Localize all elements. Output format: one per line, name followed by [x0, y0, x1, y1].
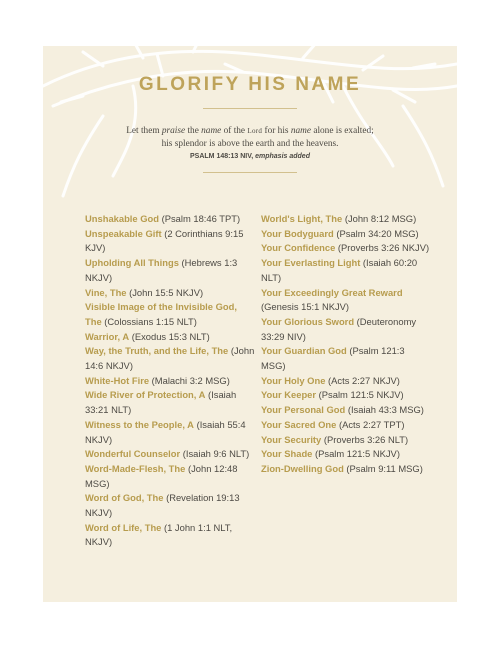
- scripture-reference: (John 8:12 MSG): [342, 213, 417, 224]
- scripture-reference: (Isaiah 60:20 NLT): [261, 257, 418, 283]
- divine-name: Word of Life, The: [85, 521, 162, 533]
- scripture-reference: (Deuteronomy 33:29 NIV): [261, 315, 417, 342]
- scripture-reference: (Proverbs 3:26 NKJV): [335, 242, 430, 254]
- name-entry: [85, 521, 255, 550]
- scripture-reference: (Exodus 15:3 NLT): [129, 330, 210, 342]
- divine-name: White-Hot Fire: [85, 374, 150, 386]
- scripture-reference: (2 Corinthians 9:15 KJV): [85, 227, 244, 254]
- scripture-reference: (Hebrews 1:3 NKJV): [85, 257, 238, 283]
- name-entry: [261, 388, 431, 403]
- divine-name: Upholding All Things: [85, 257, 179, 269]
- divine-name: Your Everlasting Light: [261, 257, 361, 269]
- divine-name: Wide River of Protection, A: [85, 389, 206, 401]
- scripture-reference: (Proverbs 3:26 NLT): [321, 433, 409, 445]
- scripture-reference: (Isaiah 55:4 NKJV): [85, 418, 246, 445]
- name-entry: [85, 447, 255, 462]
- name-entry: [261, 241, 431, 256]
- divine-name: Witness to the People, A: [85, 418, 194, 430]
- scripture-reference: (Psalm 9:11 MSG): [343, 462, 423, 474]
- name-entry: [85, 462, 255, 491]
- name-entry: [261, 447, 431, 462]
- scripture-reference: (Isaiah 43:3 MSG): [345, 404, 424, 416]
- verse-line-2: his splendor is above the earth and the heavens.: [161, 139, 339, 149]
- scripture-reference: (Psalm 121:3 MSG): [261, 345, 405, 372]
- divine-name: Your Security: [261, 433, 322, 445]
- name-entry: [85, 286, 255, 301]
- name-entry: [261, 344, 431, 373]
- divine-name: Vine, The: [85, 286, 127, 298]
- scripture-reference: (Psalm 121:5 NKJV): [316, 389, 404, 401]
- divine-name: Unshakable God: [85, 213, 159, 224]
- name-entry: [261, 462, 431, 477]
- scripture-reference: (Malachi 3:2 MSG): [149, 374, 230, 386]
- divine-name: Your Bodyguard: [261, 227, 334, 239]
- divine-name: Your Exceedingly Great Reward: [261, 286, 403, 298]
- scripture-reference: (Isaiah 9:6 NLT): [180, 448, 250, 460]
- scripture-reference: (John 12:48 MSG): [85, 462, 238, 489]
- name-entry: [85, 418, 255, 447]
- divine-name: Word-Made-Flesh, The: [85, 462, 186, 474]
- name-entry: [261, 256, 431, 285]
- name-entry: [85, 300, 255, 329]
- divine-name: Your Keeper: [261, 389, 317, 401]
- divine-name: Your Confidence: [261, 242, 336, 254]
- names-column-left: [85, 212, 255, 550]
- scripture-reference: (Psalm 121:5 NKJV): [312, 448, 400, 460]
- divine-name: Word of God, The: [85, 492, 164, 504]
- name-entry: [85, 344, 255, 373]
- scripture-reference: (Genesis 15:1 NKJV): [261, 301, 350, 313]
- name-entry: [261, 315, 431, 344]
- divine-name: Unspeakable Gift: [85, 227, 162, 239]
- name-entry: [261, 212, 431, 227]
- name-entry: [85, 491, 255, 520]
- name-entry: [85, 374, 255, 389]
- scripture-reference: (Colossians 1:15 NLT): [101, 315, 197, 327]
- scripture-reference: (Psalm 18:46 TPT): [158, 213, 241, 224]
- verse-line-1: Let them praise the name of the Lord for his name alone is exalted;: [126, 126, 374, 136]
- name-entry: [85, 388, 255, 417]
- name-entry: [85, 227, 255, 256]
- scripture-reference: (John 14:6 NKJV): [85, 345, 255, 372]
- divine-name: Visible Image of the Invisible God, The: [85, 301, 237, 327]
- epigraph-verse: [103, 125, 397, 151]
- scripture-reference: (Isaiah 33:21 NLT): [85, 389, 237, 416]
- divine-name: Your Glorious Sword: [261, 315, 355, 327]
- page-card: [43, 46, 457, 602]
- scripture-reference: (Revelation 19:13 NKJV): [85, 492, 240, 519]
- name-entry: [261, 418, 431, 433]
- title-divider: [203, 108, 297, 109]
- divine-name: Warrior, A: [85, 330, 130, 342]
- divine-name: Your Guardian God: [261, 345, 347, 357]
- name-entry: [261, 433, 431, 448]
- verse-citation: PSALM 148:13 NIV, emphasis added: [190, 153, 310, 160]
- scripture-reference: (Acts 2:27 TPT): [336, 418, 405, 430]
- scripture-reference: (Acts 2:27 NKJV): [325, 374, 400, 386]
- name-entry: [85, 330, 255, 345]
- divine-name: Your Shade: [261, 448, 313, 460]
- name-entry: [261, 403, 431, 418]
- page-title: GLORIFY HIS NAME: [138, 74, 362, 95]
- names-column-right: [261, 212, 431, 477]
- scripture-reference: (John 15:5 NKJV): [126, 286, 204, 298]
- divine-name: Way, the Truth, and the Life, The: [85, 345, 229, 357]
- verse-divider: [203, 172, 297, 173]
- divine-name: Your Personal God: [261, 404, 346, 416]
- name-entry: [261, 227, 431, 242]
- name-entry: [261, 374, 431, 389]
- divine-name: Your Holy One: [261, 374, 326, 386]
- name-entry: [85, 256, 255, 285]
- name-entry: [261, 286, 431, 315]
- divine-name: Wonderful Counselor: [85, 448, 181, 460]
- divine-name: World's Light, The: [261, 213, 343, 224]
- name-entry: [85, 212, 255, 227]
- divine-name: Zion-Dwelling God: [261, 462, 344, 474]
- divine-name: Your Sacred One: [261, 418, 337, 430]
- scripture-reference: (1 John 1:1 NLT, NKJV): [85, 521, 233, 548]
- scripture-reference: (Psalm 34:20 MSG): [333, 227, 419, 239]
